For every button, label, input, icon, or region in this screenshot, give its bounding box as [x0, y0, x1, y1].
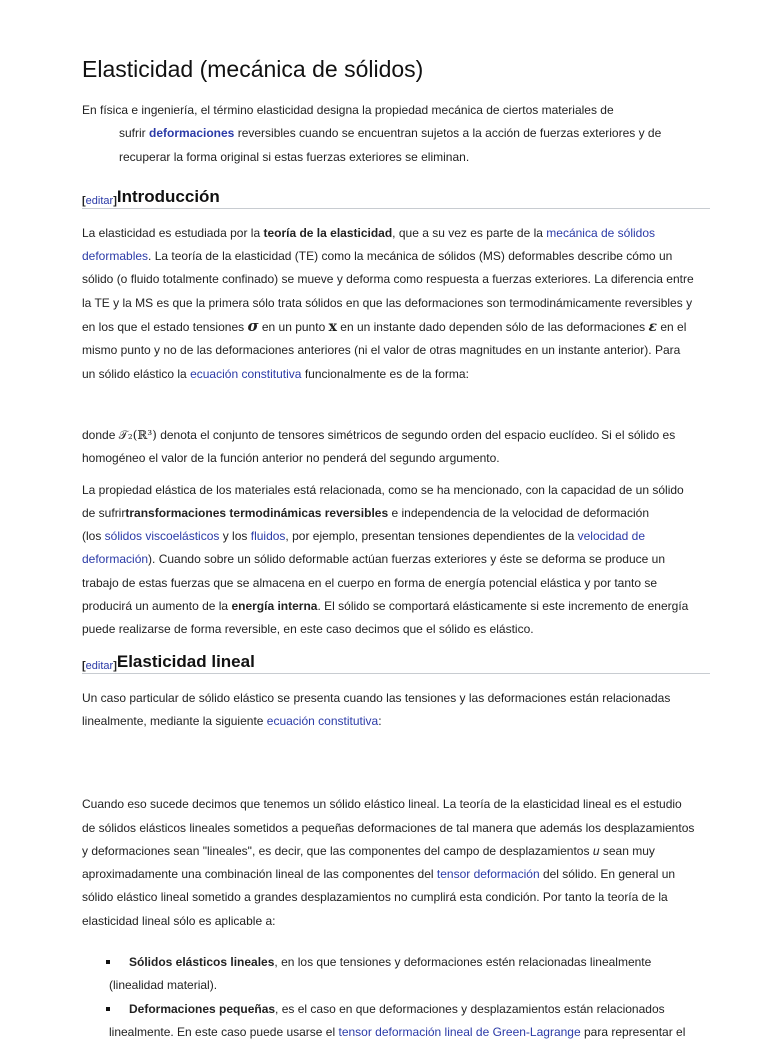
text-line: La propiedad elástica de los materiales está relacionada, como se ha mencionado, con la capacidad de un sólido [82, 482, 684, 497]
text: , por ejemplo, presentan tensiones dependientes de la [285, 529, 578, 544]
text: La elasticidad es estudiada por la [82, 225, 264, 240]
text: en el [657, 320, 687, 335]
velocidad-deformacion-link[interactable]: velocidad de [577, 529, 646, 544]
text-line [82, 502, 710, 525]
viscoelasticos-link[interactable]: sólidos viscoelásticos [104, 529, 220, 544]
text-line [82, 525, 710, 548]
bracket-close: ] [113, 659, 117, 672]
text: donde [82, 427, 119, 442]
text: e independencia de la velocidad de deformación [388, 505, 649, 520]
text: de sufrir [82, 505, 126, 520]
text: ). Cuando sobre un sólido deformable actúan fuerzas exteriores y éste se deforma se produce un [148, 552, 666, 567]
page-title: Elasticidad (mecánica de sólidos) [82, 56, 424, 82]
bullet-icon [106, 960, 110, 964]
edit-link[interactable]: editar [85, 194, 114, 207]
bullet-list [82, 951, 710, 1044]
list-item [82, 951, 710, 998]
text-line: la TE y la MS es que la primera sólo trata sólidos en que las deformaciones son termodinámicamente reversibles y [82, 295, 693, 310]
list-item-line [109, 1021, 710, 1044]
edit-bracket [82, 660, 117, 672]
text-line: Un caso particular de sólido elástico se presenta cuando las tensiones y las deformaciones están relacionadas [82, 690, 671, 705]
text: linealmente. En este caso puede usarse el [109, 1024, 339, 1039]
deformables-link[interactable]: deformables [82, 249, 149, 264]
sigma-symbol: σ [247, 317, 259, 336]
tensor-deformacion-link[interactable]: tensor deformación [436, 867, 540, 882]
section-heading-introduccion [82, 179, 710, 209]
text: en un punto [258, 320, 329, 335]
text-line: sólido (o fluido totalmente confinado) se mueve y deforma como respuesta a fuerzas exteriores. La diferencia entre [82, 272, 694, 287]
deformaciones-link[interactable]: deformaciones [149, 126, 235, 141]
list-item-line [109, 951, 710, 974]
bracket-open: [ [82, 659, 86, 672]
text-line: elasticidad lineal sólo es aplicable a: [82, 913, 276, 928]
text: para representar el [580, 1024, 686, 1039]
edit-link[interactable]: editar [85, 659, 114, 672]
text: funcionalmente es de la forma: [301, 366, 469, 381]
ecuacion-constitutiva-link[interactable]: ecuación constitutiva [190, 366, 302, 381]
paragraph [82, 687, 710, 734]
bullet-icon [106, 1007, 110, 1011]
intro-paragraph [82, 99, 710, 169]
intro-line [82, 122, 710, 145]
text-line [82, 548, 710, 571]
text-line: trabajo de estas fuerzas que se almacena en el cuerpo en forma de energía potencial elástica y por tanto se [82, 575, 658, 590]
bracket-open: [ [82, 194, 86, 207]
text-line [82, 424, 710, 447]
text: del sólido. En general un [539, 867, 676, 882]
text-line [82, 363, 710, 386]
text: sean muy [599, 843, 655, 858]
section-heading-elasticidad-lineal [82, 644, 710, 674]
text: en un instante dado dependen sólo de las deformaciones [336, 320, 649, 335]
intro-line: recuperar la forma original si estas fuerzas exteriores se eliminan. [119, 149, 470, 164]
text: y deformaciones sean "lineales", es decir, que las componentes del campo de desplazamientos [82, 843, 593, 858]
intro-line: En física e ingeniería, el término elasticidad designa la propiedad mecánica de ciertos materiales de [82, 103, 614, 117]
text-line: Cuando eso sucede decimos que tenemos un sólido elástico lineal. La teoría de la elasticidad lineal es el estudio [82, 797, 682, 812]
text: producirá un aumento de la [82, 599, 232, 614]
bold-text: Sólidos elásticos lineales [129, 955, 275, 970]
constitutive-formula [80, 386, 710, 416]
text: denota el conjunto de tensores simétricos de segundo orden del espacio euclídeo. Si el sólido es [156, 427, 676, 442]
section-title: Elasticidad lineal [116, 651, 255, 671]
text-line: homogéneo el valor de la función anterior no penderá del segundo argumento. [82, 451, 500, 466]
text-line: sólido elástico lineal sometido a grandes desplazamientos no cumplirá esta condición. Por tanto la teoría de la [82, 890, 668, 905]
text: , es el caso en que deformaciones y desplazamientos están relacionados [275, 1001, 665, 1016]
bold-text: energía interna [231, 599, 318, 614]
text-line: de sólidos elásticos lineales sometidos a pequeñas deformaciones de tal manera que además los desplazamientos [82, 820, 695, 835]
fluidos-link[interactable]: fluidos [250, 529, 286, 544]
text: . El sólido se comportará elásticamente si este incremento de energía [317, 599, 689, 614]
text: . La teoría de la elasticidad (TE) como la mecánica de sólidos (MS) deformables describe cómo un [148, 249, 673, 264]
edit-bracket [82, 195, 117, 207]
bracket-close: ] [113, 194, 117, 207]
section-title: Introducción [116, 186, 220, 206]
bold-text: Deformaciones pequeñas [129, 1001, 276, 1016]
text-line [82, 840, 710, 863]
text-line [82, 222, 710, 245]
text: , en los que tensiones y deformaciones estén relacionadas linealmente [274, 955, 652, 970]
article [82, 56, 710, 1044]
tensor-set-symbol: 𝒯₂(ℝ³) [118, 427, 157, 442]
text: y los [219, 529, 251, 544]
text: sufrir [119, 126, 149, 141]
text: (los [82, 529, 105, 544]
mecanica-solidos-link[interactable]: mecánica de sólidos [546, 225, 656, 240]
text-line: mismo punto y no de las deformaciones anteriores (ni el valor de otras magnitudes en un instante anterior). Para [82, 343, 681, 358]
list-item-line [109, 998, 710, 1021]
epsilon-symbol: ε [648, 319, 658, 336]
text: reversibles cuando se encuentran sujetos a la acción de fuerzas exteriores y de [234, 126, 662, 141]
text: un sólido elástico la [82, 366, 191, 381]
text: aproximadamente una combinación lineal de las componentes del [82, 867, 437, 882]
text: en los que el estado tensiones [82, 320, 248, 335]
text-line [82, 863, 710, 886]
tensor-green-lagrange-link[interactable]: tensor deformación lineal de Green-Lagrange [338, 1024, 581, 1039]
text: : [378, 713, 382, 728]
text-line [82, 245, 710, 268]
u-symbol: u [592, 843, 600, 858]
paragraph [82, 424, 710, 471]
text: linealmente, mediante la siguiente [82, 713, 267, 728]
velocidad-deformacion-link[interactable]: deformación [82, 552, 149, 567]
text-line [82, 315, 710, 339]
text-line: puede realizarse de forma reversible, en este caso decimos que el sólido es elástico. [82, 622, 534, 637]
x-symbol: x [328, 319, 337, 336]
bold-text: teoría de la elasticidad [263, 225, 393, 240]
paragraph [82, 479, 710, 642]
text-line [82, 710, 710, 733]
linear-elastic-formula [82, 733, 710, 781]
text-line [82, 595, 710, 618]
text: , que a su vez es parte de la [392, 225, 547, 240]
paragraph [82, 222, 710, 386]
ecuacion-constitutiva-link[interactable]: ecuación constitutiva [266, 713, 379, 728]
list-item [82, 998, 710, 1044]
bold-text: transformaciones termodinámicas reversibles [125, 505, 389, 520]
paragraph [82, 793, 710, 933]
list-item-line: (linealidad material). [109, 978, 218, 993]
